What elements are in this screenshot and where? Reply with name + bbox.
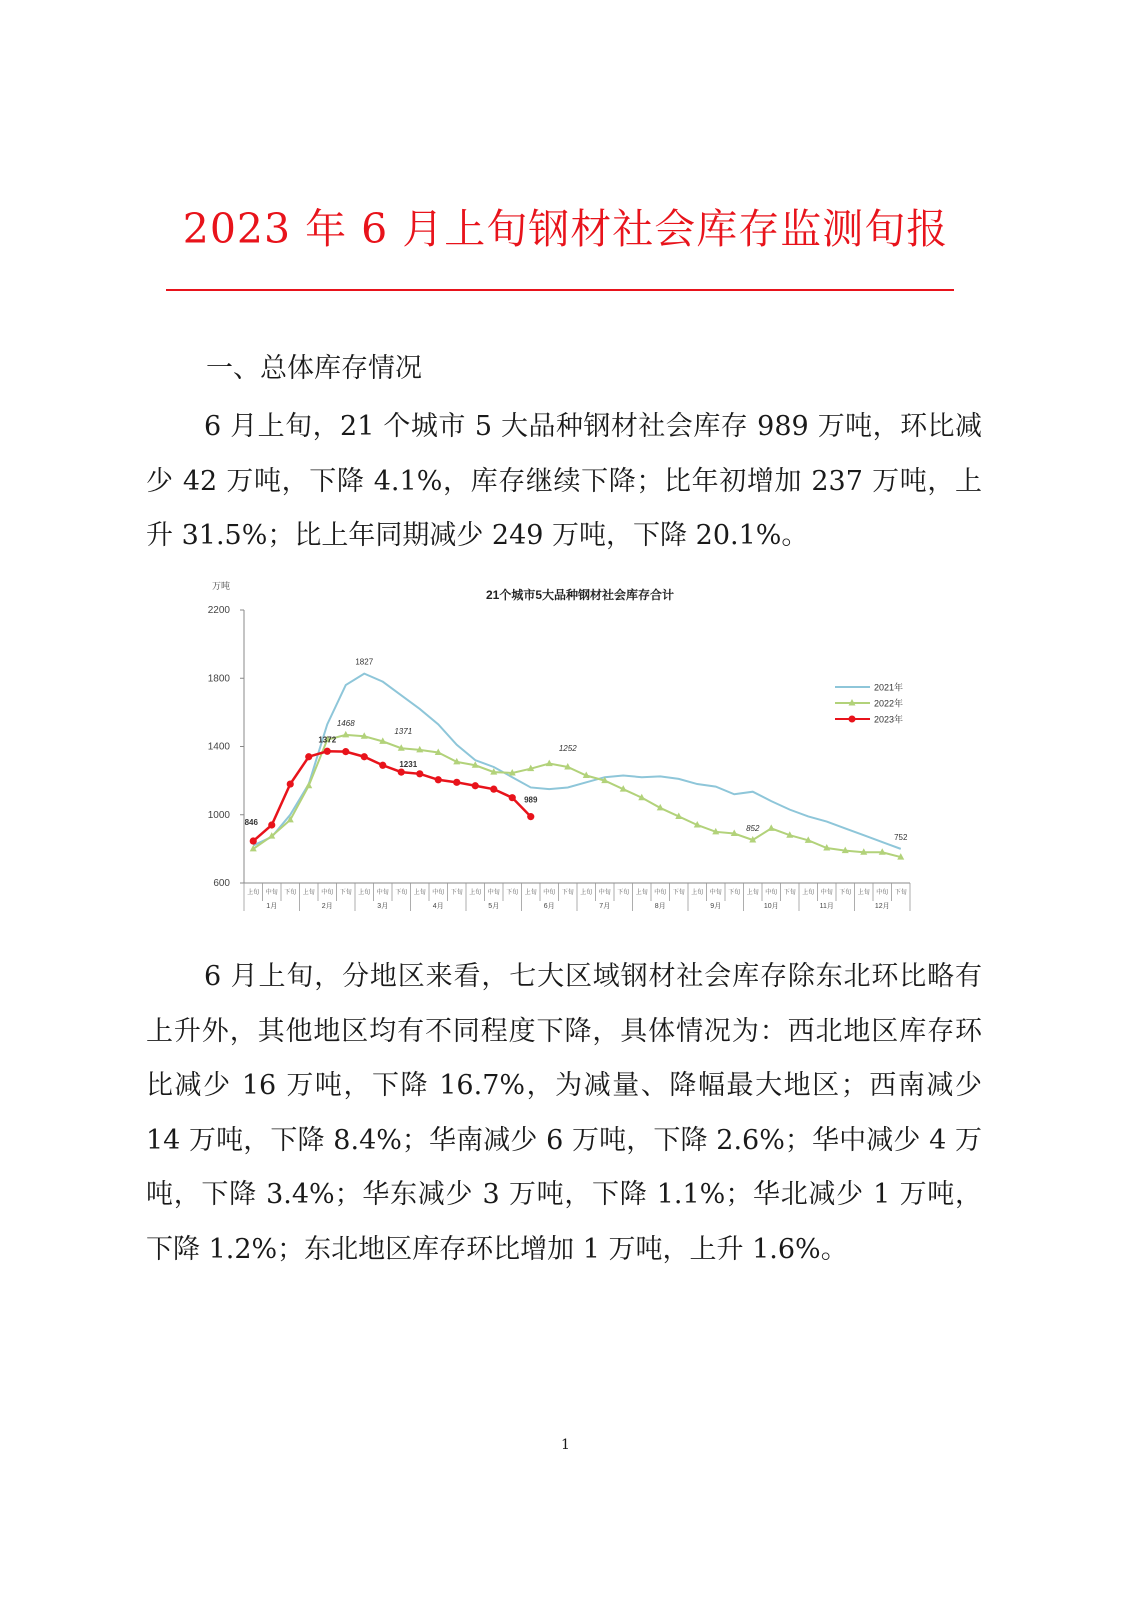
x-tick-label: 中旬 <box>265 890 278 896</box>
y-tick-label: 1000 <box>207 809 230 821</box>
month-label: 11月 <box>819 903 834 910</box>
x-tick-label: 下旬 <box>728 890 741 896</box>
x-tick-label: 中旬 <box>376 890 389 896</box>
data-point-2023 <box>527 813 534 820</box>
data-label: 989 <box>524 795 538 805</box>
data-point-2023 <box>250 837 257 844</box>
x-tick-label: 中旬 <box>765 890 778 896</box>
data-point-2022 <box>546 760 553 767</box>
data-point-2023 <box>453 779 460 786</box>
paragraph-regional-inventory: 6 月上旬，分地区来看，七大区域钢材社会库存除东北环比略有上升外，其他地区均有不同程度下降，具体情况为：西北地区库存环比减少 16 万吨，下降 16.7%，为减量、降幅最大地区；西南减少 14 万吨，下降 8.4%；华南减少 6 万吨，下降 2.6%；华中减少 4 万吨，下降 3.4%；华东减少 3 万吨，下降 1.1%；华北减少 1 万吨，下降 1.2%；东北地区库存环比增加 1 万吨，上升 1.6%。 <box>146 961 982 1265</box>
month-label: 12月 <box>874 903 890 910</box>
data-point-2023 <box>324 748 331 755</box>
y-tick-label: 1400 <box>207 741 230 753</box>
x-tick-label: 上旬 <box>469 890 482 896</box>
x-tick-label: 上旬 <box>247 890 260 896</box>
x-tick-label: 下旬 <box>450 890 463 896</box>
x-tick-label: 下旬 <box>339 890 352 896</box>
section-heading: 一、总体库存情况 <box>206 353 422 384</box>
month-label: 6月 <box>543 903 555 910</box>
x-tick-label: 下旬 <box>783 890 796 896</box>
data-point-2023 <box>416 770 423 777</box>
x-tick-label: 上旬 <box>358 890 371 896</box>
x-tick-label: 中旬 <box>709 890 722 896</box>
data-point-2023 <box>509 794 516 801</box>
legend-label: 2023年 <box>874 714 904 725</box>
x-tick-label: 上旬 <box>413 890 426 896</box>
chart-svg <box>180 575 940 920</box>
data-label: 1468 <box>336 718 355 728</box>
data-point-2023 <box>472 782 479 789</box>
x-tick-label: 中旬 <box>820 890 833 896</box>
month-label: 7月 <box>599 903 611 910</box>
month-label: 2月 <box>321 903 333 910</box>
x-tick-label: 中旬 <box>543 890 556 896</box>
month-label: 9月 <box>710 903 722 910</box>
x-tick-label: 下旬 <box>506 890 519 896</box>
document-title: 2023 年 6 月上旬钢材社会库存监测旬报 <box>182 205 949 253</box>
x-tick-label: 中旬 <box>432 890 445 896</box>
data-label: 1372 <box>318 735 337 745</box>
legend-marker-2023 <box>849 716 856 723</box>
data-point-2023 <box>268 821 275 828</box>
data-point-2023 <box>398 768 405 775</box>
chart-title: 21个城市5大品种钢材社会库存合计 <box>485 588 675 602</box>
data-label: 1231 <box>399 760 418 770</box>
x-tick-label: 下旬 <box>561 890 574 896</box>
data-point-2022 <box>768 824 775 831</box>
data-point-2023 <box>287 780 294 787</box>
x-tick-label: 上旬 <box>302 890 315 896</box>
data-point-2023 <box>361 753 368 760</box>
y-tick-label: 2200 <box>207 605 230 616</box>
month-label: 5月 <box>488 903 500 910</box>
x-tick-label: 中旬 <box>321 890 334 896</box>
paragraph-overall-inventory: 6 月上旬，21 个城市 5 大品种钢材社会库存 989 万吨，环比减少 42 万吨，下降 4.1%，库存继续下降；比年初增加 237 万吨，上升 31.5%；比上年同期减少 249 万吨，下降 20.1%。 <box>146 411 982 551</box>
x-tick-label: 上旬 <box>746 890 759 896</box>
data-point-2023 <box>342 748 349 755</box>
inventory-line-chart <box>180 575 940 920</box>
month-label: 8月 <box>654 903 666 910</box>
data-point-2023 <box>435 776 442 783</box>
page-number: 1 <box>561 1437 570 1453</box>
month-label: 4月 <box>432 903 444 910</box>
data-point-2022 <box>305 782 312 789</box>
x-tick-label: 下旬 <box>894 890 907 896</box>
data-label: 1252 <box>558 743 577 753</box>
y-axis-unit-label: 万吨 <box>212 581 231 591</box>
data-point-2023 <box>379 762 386 769</box>
x-tick-label: 中旬 <box>654 890 667 896</box>
data-label: 846 <box>244 818 258 828</box>
legend-label: 2021年 <box>874 682 904 693</box>
x-tick-label: 上旬 <box>580 890 593 896</box>
x-tick-label: 下旬 <box>284 890 297 896</box>
x-tick-label: 下旬 <box>839 890 852 896</box>
x-tick-label: 上旬 <box>802 890 815 896</box>
x-tick-label: 下旬 <box>395 890 408 896</box>
month-label: 10月 <box>763 903 779 910</box>
data-label: 1371 <box>394 727 413 737</box>
x-tick-label: 上旬 <box>691 890 704 896</box>
title-divider <box>166 289 954 291</box>
x-tick-label: 上旬 <box>857 890 870 896</box>
x-tick-label: 下旬 <box>617 890 630 896</box>
data-point-2023 <box>305 753 312 760</box>
x-tick-label: 中旬 <box>598 890 611 896</box>
x-tick-label: 上旬 <box>524 890 537 896</box>
data-label: 1827 <box>355 657 374 667</box>
data-label: 752 <box>894 832 908 842</box>
y-tick-label: 600 <box>213 878 230 889</box>
month-label: 3月 <box>377 903 389 910</box>
y-tick-label: 1800 <box>207 673 230 685</box>
data-point-2023 <box>490 786 497 793</box>
x-tick-label: 中旬 <box>487 890 500 896</box>
x-tick-label: 中旬 <box>876 890 889 896</box>
month-label: 1月 <box>266 903 278 910</box>
x-tick-label: 上旬 <box>635 890 648 896</box>
x-tick-label: 下旬 <box>672 890 685 896</box>
data-label: 852 <box>746 824 760 834</box>
series-line-2021年 <box>253 674 904 849</box>
legend-label: 2022年 <box>874 698 904 709</box>
